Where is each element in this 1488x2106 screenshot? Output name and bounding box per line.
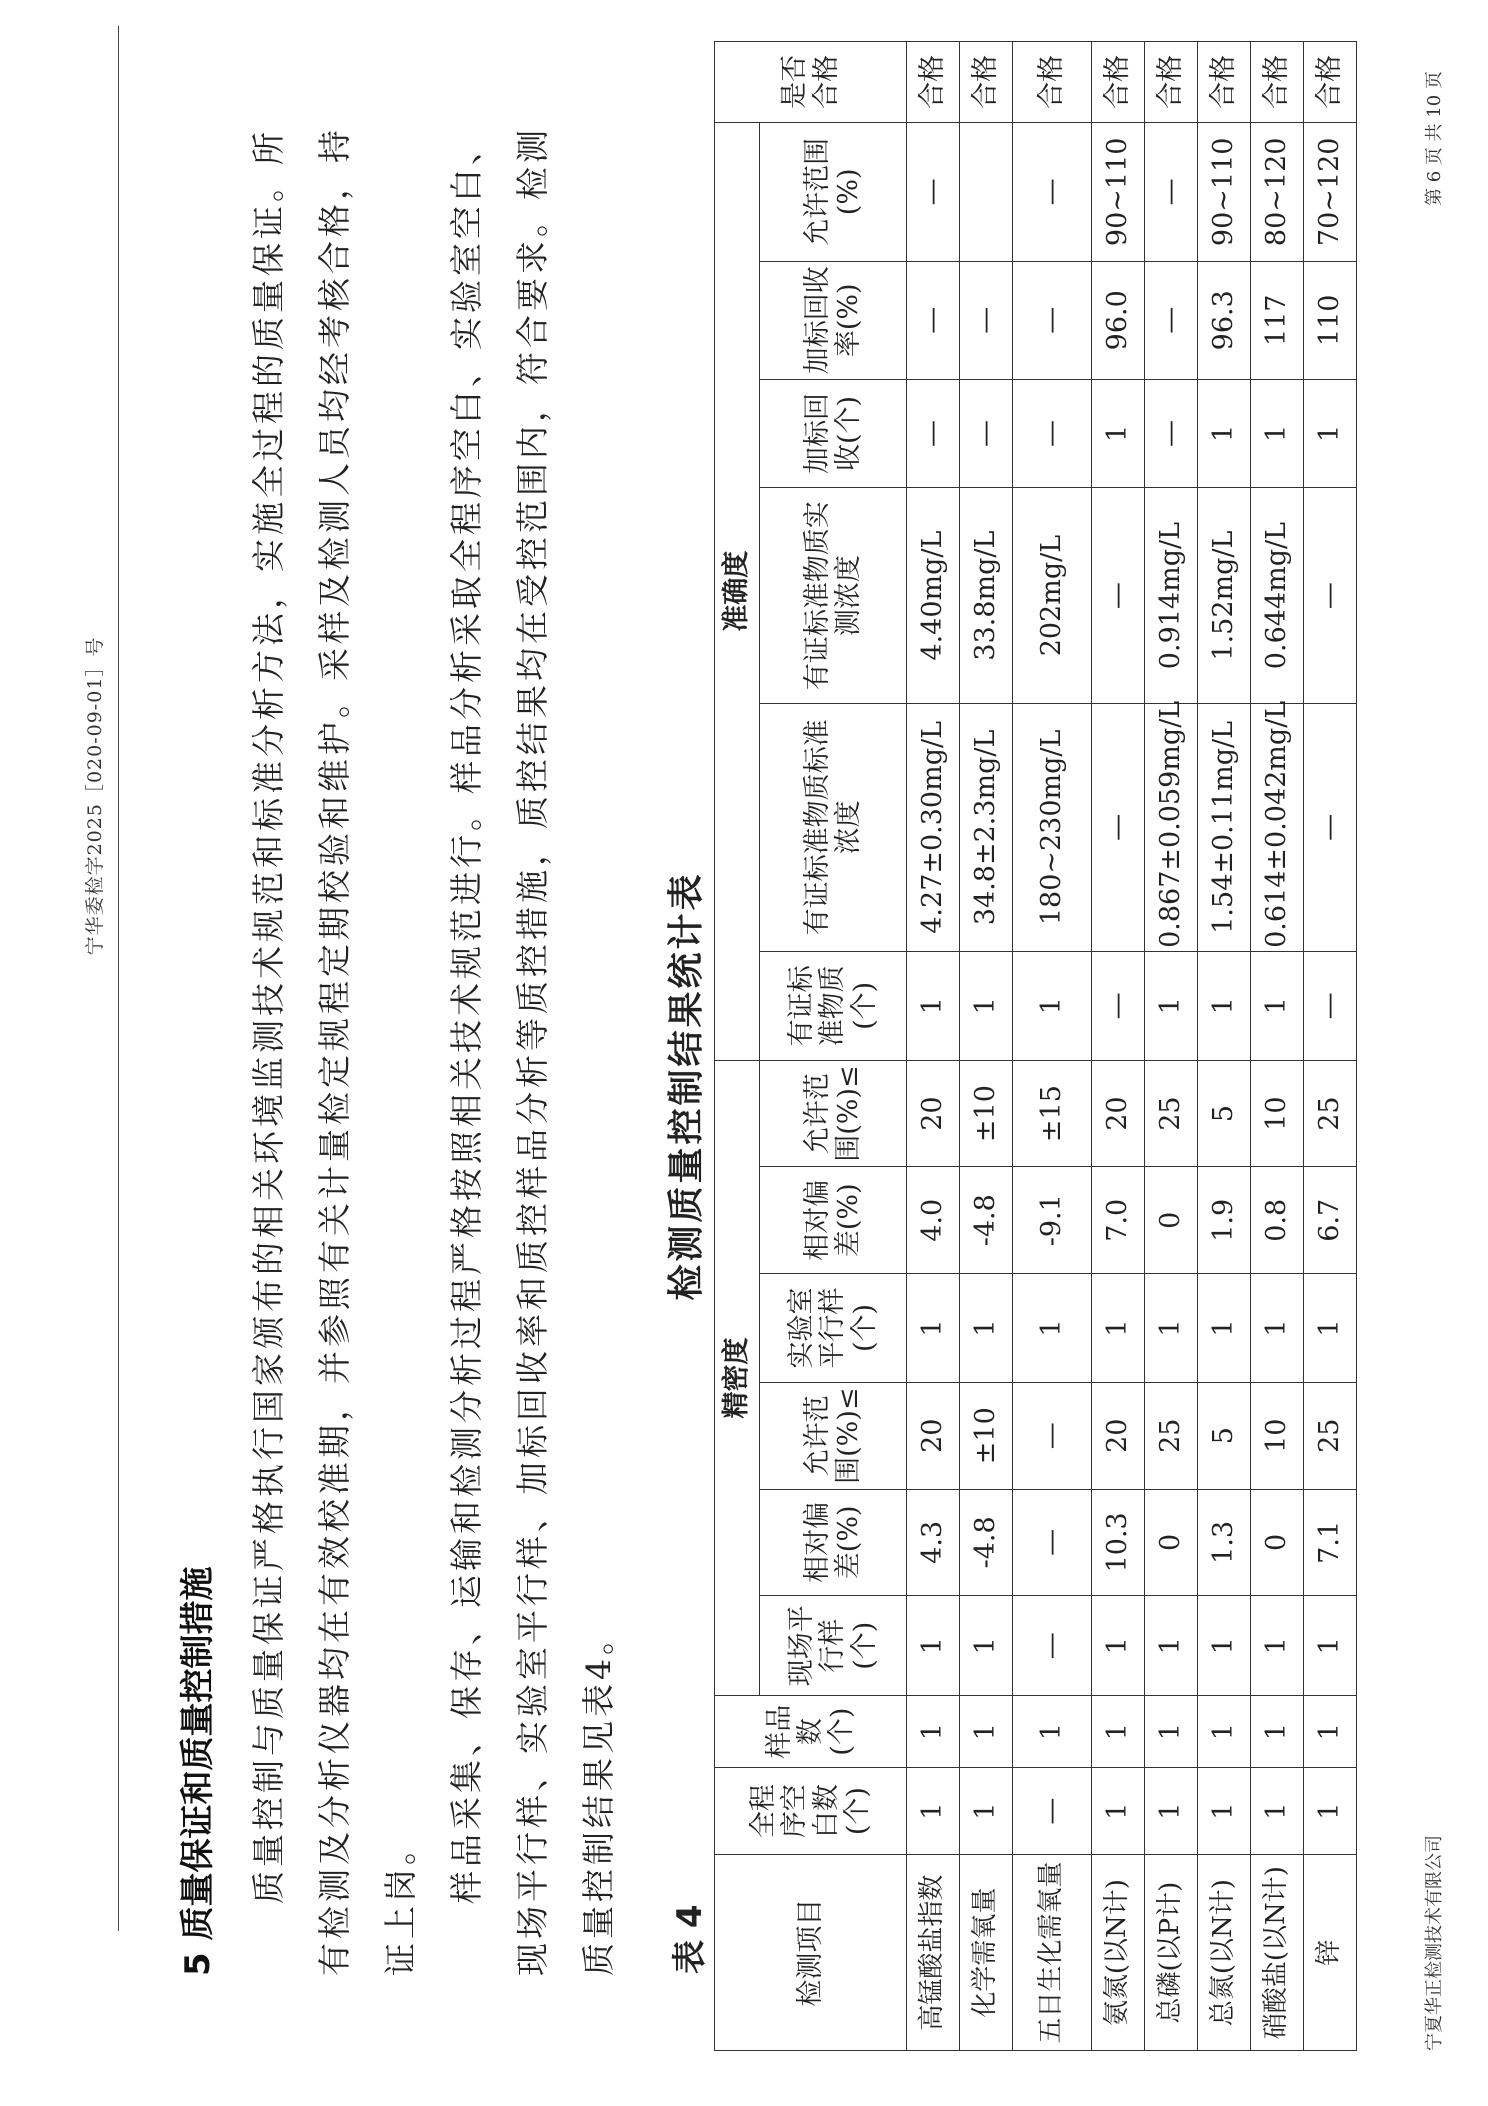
table-cell: 合格	[1251, 42, 1304, 123]
table-cell: 90~110	[1198, 122, 1251, 261]
table-cell: 80~120	[1251, 122, 1304, 261]
table-cell: 1	[1304, 1596, 1357, 1696]
table-cell: 34.8±2.3mg/L	[960, 703, 1013, 951]
table-cell: 1	[960, 1768, 1013, 1855]
table-cell: 1	[1092, 379, 1145, 488]
test-item-cell: 总磷(以P计)	[1145, 1855, 1198, 2051]
table-cell: 1.9	[1198, 1167, 1251, 1274]
table-body	[907, 42, 1357, 2051]
table-cell: —	[1013, 262, 1092, 380]
table-cell: —	[907, 122, 960, 261]
table-cell: 0.914mg/L	[1145, 488, 1198, 703]
table-cell: 7.0	[1092, 1167, 1145, 1274]
test-item-cell: 高锰酸盐指数	[907, 1855, 960, 2051]
table-cell: 70~120	[1304, 122, 1357, 261]
table-cell: 0.644mg/L	[1251, 488, 1304, 703]
col-header: 现场平行样(个)	[760, 1596, 907, 1696]
col-header: 检测项目	[715, 1855, 907, 2051]
header-rule	[118, 26, 119, 1931]
table-cell: 33.8mg/L	[960, 488, 1013, 703]
table-cell: 10	[1251, 1060, 1304, 1167]
table-cell	[960, 122, 1013, 261]
table-cell: 1	[1251, 1596, 1304, 1696]
table-cell: —	[1304, 951, 1357, 1060]
table-cell: 96.0	[1092, 262, 1145, 380]
table-cell: 5	[1198, 1060, 1251, 1167]
table-cell: 1	[907, 951, 960, 1060]
table-cell: 合格	[1013, 42, 1092, 123]
document-code: 宁华委检字2025［020-09-01］号	[84, 636, 106, 956]
table-cell: 20	[1092, 1060, 1145, 1167]
col-header: 允许范围(%)	[760, 122, 907, 261]
col-header: 有证标准物质实测浓度	[760, 488, 907, 703]
table-cell: 1	[1198, 1696, 1251, 1768]
table-row	[1092, 42, 1145, 2051]
paragraph-text: 质量控制与质量保证严格执行国家颁布的相关环境监测技术规范和标准分析方法，实施全过程的质量保证。所有检测及分析仪器均在有效校准期，并参照有关计量检定规程定期校验和维护。采样及检测人员均经考核合格，持证上岗。	[249, 126, 420, 1976]
table-cell: 0	[1251, 1489, 1304, 1596]
table-cell: —	[907, 262, 960, 380]
table-cell: 20	[907, 1382, 960, 1489]
table-cell: 合格	[1145, 42, 1198, 123]
table-cell: 0	[1145, 1489, 1198, 1596]
group-header-accuracy: 准确度	[715, 122, 760, 1060]
table-cell: 1	[1092, 1768, 1145, 1855]
table-label: 表 4	[670, 1904, 710, 1974]
table-cell: 1	[960, 1596, 1013, 1696]
table-cell: 1	[1304, 1768, 1357, 1855]
table-cell: 合格	[1304, 42, 1357, 123]
table-cell: 1	[1092, 1274, 1145, 1383]
table-cell: 1	[1145, 951, 1198, 1060]
table-cell: 1	[1013, 1696, 1092, 1768]
col-header: 加标回收率(%)	[760, 262, 907, 380]
group-header-precision: 精密度	[715, 1060, 760, 1696]
table-cell: —	[1092, 951, 1145, 1060]
table-cell: 1	[1198, 379, 1251, 488]
table-cell: 0	[1145, 1167, 1198, 1274]
table-cell: 1	[1251, 1274, 1304, 1383]
table-cell: 1	[907, 1696, 960, 1768]
table-cell: 20	[907, 1060, 960, 1167]
table-cell: 1	[1304, 1274, 1357, 1383]
table-cell: ±15	[1013, 1060, 1092, 1167]
table-cell: 1	[1304, 379, 1357, 488]
col-header: 样品数(个)	[715, 1696, 907, 1768]
page-number: 第 6 页 共 10 页	[1424, 71, 1445, 206]
table-cell: 1	[1251, 1696, 1304, 1768]
col-header: 相对偏差(%)	[760, 1489, 907, 1596]
table-cell: 1	[907, 1274, 960, 1383]
table-cell: -9.1	[1013, 1167, 1092, 1274]
test-item-cell: 硝酸盐(以N计)	[1251, 1855, 1304, 2051]
test-item-cell: 五日生化需氧量	[1013, 1855, 1092, 2051]
table-cell: —	[960, 262, 1013, 380]
table-cell: 1	[960, 951, 1013, 1060]
col-header: 实验室平行样(个)	[760, 1274, 907, 1383]
table-cell: 90~110	[1092, 122, 1145, 261]
table-row	[1145, 42, 1198, 2051]
table-cell: 202mg/L	[1013, 488, 1092, 703]
table-cell: 1	[907, 1768, 960, 1855]
table-row	[960, 42, 1013, 2051]
table-cell: 10	[1251, 1382, 1304, 1489]
table-cell: 1	[960, 1274, 1013, 1383]
table-cell: 1.54±0.11mg/L	[1198, 703, 1251, 951]
table-cell: 1	[1198, 1274, 1251, 1383]
col-header: 是否合格	[715, 42, 907, 123]
table-cell: 1	[907, 1596, 960, 1696]
table-cell: 1	[1092, 1696, 1145, 1768]
table-cell: 25	[1304, 1060, 1357, 1167]
table-cell: 合格	[907, 42, 960, 123]
table-row	[907, 42, 960, 2051]
test-item-cell: 锌	[1304, 1855, 1357, 2051]
table-cell: —	[1092, 703, 1145, 951]
table-cell: 5	[1198, 1382, 1251, 1489]
table-cell: 1.3	[1198, 1489, 1251, 1596]
table-cell: 1	[1145, 1596, 1198, 1696]
table-cell: 0.8	[1251, 1167, 1304, 1274]
quality-control-table	[714, 41, 1357, 2051]
table-cell: 10.3	[1092, 1489, 1145, 1596]
col-header: 有证标准物质标准浓度	[760, 703, 907, 951]
table-cell: 4.27±0.30mg/L	[907, 703, 960, 951]
table-cell: —	[960, 379, 1013, 488]
table-row	[1251, 42, 1304, 2051]
table-cell: —	[1145, 262, 1198, 380]
test-item-cell: 总氮(以N计)	[1198, 1855, 1251, 2051]
table-row	[1304, 42, 1357, 2051]
table-cell: 4.0	[907, 1167, 960, 1274]
table-cell: 25	[1304, 1382, 1357, 1489]
col-header: 全程序空白数(个)	[715, 1768, 907, 1855]
table-cell: —	[1013, 379, 1092, 488]
table-cell: —	[1013, 122, 1092, 261]
company-name: 宁夏华正检测技术有限公司	[1424, 1835, 1445, 2051]
table-cell: ±10	[960, 1382, 1013, 1489]
table-cell: -4.8	[960, 1167, 1013, 1274]
table-cell: 1	[1304, 1696, 1357, 1768]
table-cell: 6.7	[1304, 1167, 1357, 1274]
paragraph-text: 样品采集、保存、运输和检测分析过程严格按照相关技术规范进行。样品分析采取全程序空白、实验室空白、现场平行样、实验室平行样、加标回收率和质控样品分析等质控措施，质控结果均在受控范围内，符合要求。检测质量控制结果见表4。	[447, 126, 618, 1976]
table-cell: 1	[1251, 1768, 1304, 1855]
table-cell: 1.52mg/L	[1198, 488, 1251, 703]
table-cell: 1	[1145, 1696, 1198, 1768]
table-cell: —	[1304, 488, 1357, 703]
table-cell: 4.40mg/L	[907, 488, 960, 703]
table-cell: 1	[1198, 1768, 1251, 1855]
table-cell: —	[907, 379, 960, 488]
table-cell: 117	[1251, 262, 1304, 380]
table-cell: —	[1013, 1596, 1092, 1696]
table-cell: 合格	[960, 42, 1013, 123]
table-cell: 0.867±0.059mg/L	[1145, 703, 1198, 951]
col-header: 允许范围(%)≤	[760, 1382, 907, 1489]
table-cell: 1	[1145, 1274, 1198, 1383]
table-cell: 1	[1013, 1274, 1092, 1383]
table-title: 检测质量控制结果统计表	[666, 871, 707, 1301]
table-cell: —	[1304, 703, 1357, 951]
col-header: 有证标准物质(个)	[760, 951, 907, 1060]
table-cell: 180~230mg/L	[1013, 703, 1092, 951]
table-cell: ±10	[960, 1060, 1013, 1167]
col-header: 相对偏差(%)	[760, 1167, 907, 1274]
table-cell: —	[1013, 1382, 1092, 1489]
col-header: 加标回收(个)	[760, 379, 907, 488]
table-row	[1013, 42, 1092, 2051]
table-cell: 1	[1198, 1596, 1251, 1696]
table-cell: 1	[1013, 951, 1092, 1060]
table-cell: 1	[960, 1696, 1013, 1768]
table-cell: 7.1	[1304, 1489, 1357, 1596]
section-title: 5 质量保证和质量控制措施	[178, 1566, 218, 1976]
table-cell: 合格	[1092, 42, 1145, 123]
table-cell: 0.614±0.042mg/L	[1251, 703, 1304, 951]
table-cell: 1	[1251, 379, 1304, 488]
test-item-cell: 化学需氧量	[960, 1855, 1013, 2051]
table-cell: 110	[1304, 262, 1357, 380]
col-header: 允许范围(%)≤	[760, 1060, 907, 1167]
paragraph-quality-assurance	[236, 96, 434, 1976]
table-cell: -4.8	[960, 1489, 1013, 1596]
table-cell: —	[1145, 122, 1198, 261]
table-cell: 96.3	[1198, 262, 1251, 380]
table-row	[1198, 42, 1251, 2051]
paragraph-quality-control	[434, 96, 632, 1976]
table-cell: —	[1013, 1768, 1092, 1855]
table-cell: 25	[1145, 1060, 1198, 1167]
table-cell: 1	[1251, 951, 1304, 1060]
table-cell: —	[1145, 379, 1198, 488]
table-cell: 1	[1092, 1596, 1145, 1696]
table-cell: 25	[1145, 1382, 1198, 1489]
table-cell: —	[1092, 488, 1145, 703]
table-cell: 20	[1092, 1382, 1145, 1489]
table-cell: —	[1013, 1489, 1092, 1596]
table-cell: 1	[1198, 951, 1251, 1060]
table-cell: 合格	[1198, 42, 1251, 123]
table-cell: 4.3	[907, 1489, 960, 1596]
test-item-cell: 氨氮(以N计)	[1092, 1855, 1145, 2051]
table-cell: 1	[1145, 1768, 1198, 1855]
